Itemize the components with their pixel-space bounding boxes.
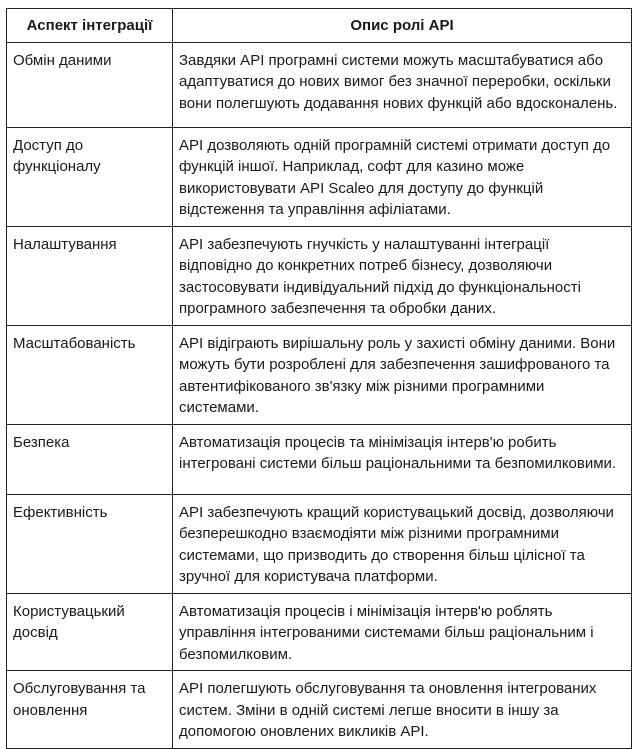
aspect-cell: Безпека <box>7 424 173 494</box>
aspect-cell: Обмін даними <box>7 42 173 127</box>
description-cell: Автоматизація процесів та мінімізація інтерв'ю робить інтегровані системи більш раціональними та безпомилковими. <box>173 424 632 494</box>
aspect-cell: Ефективність <box>7 494 173 593</box>
table-row <box>7 671 632 749</box>
table-row <box>7 325 632 424</box>
table-row <box>7 424 632 494</box>
aspect-cell: Налаштування <box>7 226 173 325</box>
table-row <box>7 593 632 671</box>
table-row <box>7 127 632 226</box>
aspect-cell: Користувацький досвід <box>7 593 173 671</box>
table-row <box>7 226 632 325</box>
header-description: Опис ролі API <box>173 9 632 43</box>
description-cell: API відіграють вирішальну роль у захисті обміну даними. Вони можуть бути розроблені для забезпечення зашифрованого та автентифікованого зв'язку між різними програмними системами. <box>173 325 632 424</box>
table-row <box>7 42 632 127</box>
aspect-cell: Обслуговування та оновлення <box>7 671 173 749</box>
description-cell: Завдяки API програмні системи можуть масштабуватися або адаптуватися до нових вимог без значної переробки, оскільки вони полегшують додавання нових функцій або вдосконалень. <box>173 42 632 127</box>
table-row <box>7 494 632 593</box>
api-integration-table <box>6 8 632 749</box>
description-cell: API полегшують обслуговування та оновлення інтегрованих систем. Зміни в одній системі легше вносити в іншу за допомогою оновлених викликів API. <box>173 671 632 749</box>
header-aspect: Аспект інтеграції <box>7 9 173 43</box>
description-cell: API забезпечують кращий користувацький досвід, дозволяючи безперешкодно взаємодіяти між різними програмними системами, що призводить до створення більш цілісної та зручної для користувача платформи. <box>173 494 632 593</box>
description-cell: API дозволяють одній програмній системі отримати доступ до функцій іншої. Наприклад, софт для казино може використовувати API Scaleo для доступу до функцій відстеження та управління афіліатами. <box>173 127 632 226</box>
aspect-cell: Доступ до функціоналу <box>7 127 173 226</box>
header-row <box>7 9 632 43</box>
description-cell: Автоматизація процесів і мінімізація інтерв'ю роблять управління інтегрованими системами більш раціональним і безпомилковим. <box>173 593 632 671</box>
aspect-cell: Масштабованість <box>7 325 173 424</box>
description-cell: API забезпечують гнучкість у налаштуванні інтеграції відповідно до конкретних потреб бізнесу, дозволяючи застосовувати індивідуальний підхід до функціональності програмного забезпечення та обробки даних. <box>173 226 632 325</box>
